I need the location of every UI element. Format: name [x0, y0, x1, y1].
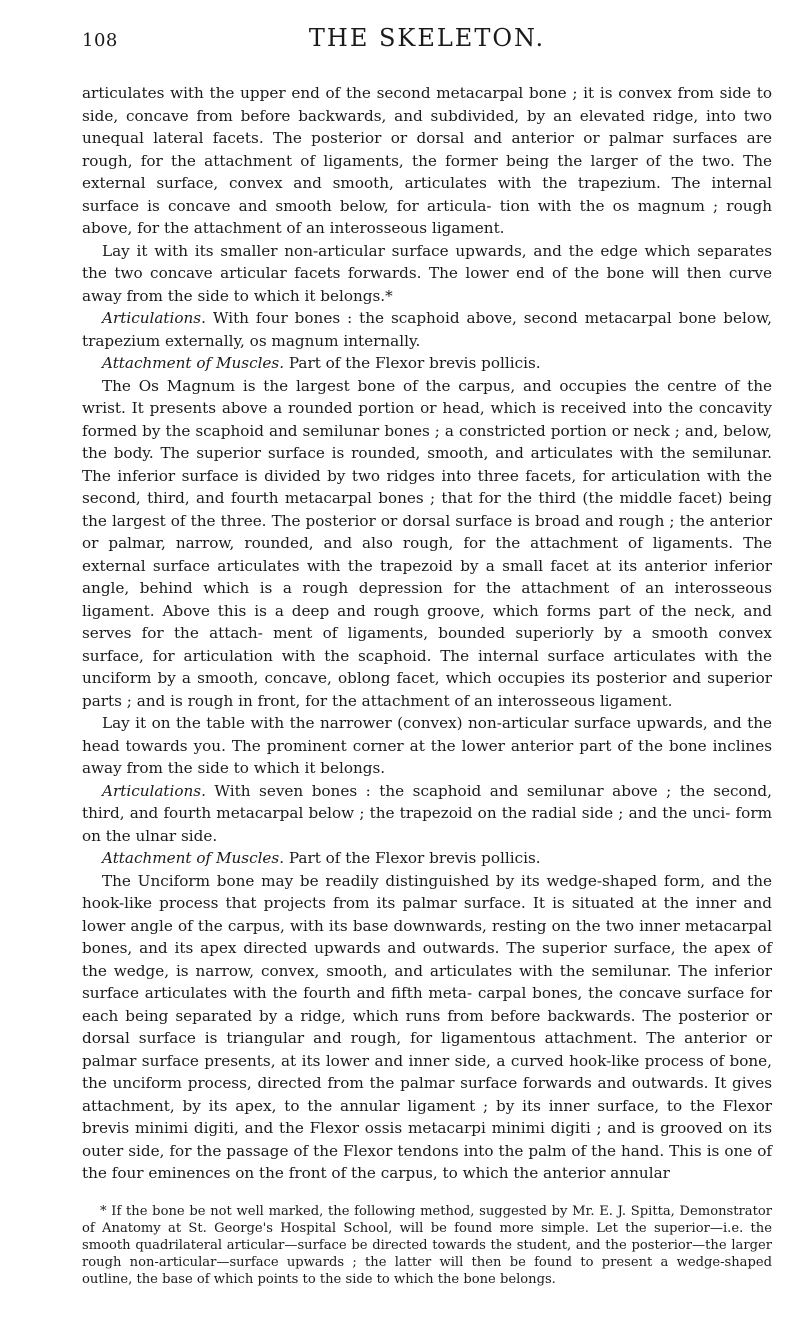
paragraph — [82, 712, 772, 780]
paragraph — [82, 780, 772, 848]
paragraph-text: Lay it on the table with the narrower (convex) non-articular surface upwards, and the head towards you. The prominent corner at the lower anterior part of the bone inclines away from the side to which it belongs. — [82, 714, 772, 777]
paragraph-lead: Attachment of Muscles. — [102, 849, 285, 867]
paragraph — [82, 375, 772, 713]
paragraph-text: With seven bones : the scaphoid and semilunar above ; the second, third, and fourth metacarpal below ; the trapezoid on the radial side ; and the unci- form on the ulnar side. — [82, 781, 772, 845]
paragraph-text: The Os Magnum is the largest bone of the carpus, and occupies the centre of the wrist. It presents above a rounded portion or head, which is received into the concavity formed by the scaphoid and semilunar bones ; a constricted portion or neck ; and, below, the body. The superior surface is rounded, smooth, and articulates with the semilunar. The inferior surface is divided by two ridges into three facets, for articulation with the second, third, and fourth metacarpal bones ; that for the third (the middle facet) being the largest of the three. The posterior or dorsal surface is broad and rough ; the anterior or palmar, narrow, rounded, and also rough, for the attachment of ligaments. The external surface articulates with the trapezoid by a small facet at its anterior inferior angle, behind which is a rough depression for the attachment of an interosseous ligament. Above this is a deep and rough groove, which forms part of the neck, and serves for the attach- ment of ligaments, bounded superiorly by a smooth convex surface, for articulation with the scaphoid. The internal surface articulates with the unciform by a smooth, concave, oblong facet, which occupies its posterior and superior parts ; and is rough in front, for the attachment of an interosseous ligament. — [82, 376, 772, 710]
paragraph-lead: Articulations. — [102, 781, 206, 800]
paragraph-text: With four bones : the scaphoid above, second metacarpal bone below, trapezium externally, os magnum internally. — [82, 309, 772, 350]
page-number: 108 — [82, 30, 118, 51]
book-page — [82, 24, 772, 1288]
paragraph — [82, 870, 772, 1185]
body-text — [82, 82, 772, 1185]
paragraph — [82, 240, 772, 308]
paragraph-text: The Unciform bone may be readily distinguished by its wedge-shaped form, and the hook-like process that projects from its palmar surface. It is situated at the inner and lower angle of the carpus, with its base downwards, resting on the two inner metacarpal bones, and its apex directed upwards and outwards. The superior surface, the apex of the wedge, is narrow, convex, smooth, and articulates with the semilunar. The inferior surface articulates with the fourth and fifth meta- carpal bones, the concave surface for each being separated by a ridge, which runs from before backwards. The posterior or dorsal surface is triangular and rough, for ligamentous attachment. The anterior or palmar surface presents, at its lower and inner side, a curved hook-like process of bone, the unciform process, directed from the palmar surface forwards and outwards. It gives attachment, by its apex, to the annular ligament ; by its inner surface, to the Flexor brevis minimi digiti, and the Flexor ossis metacarpi minimi digiti ; and is grooved on its outer side, for the passage of the Flexor tendons into the palm of the hand. This is one of the four eminences on the front of the carpus, to which the anterior annular — [82, 871, 772, 1182]
footnote: * If the bone be not well marked, the following method, suggested by Mr. E. J. Spitta, Demonstrator of Anatomy at St. George's Hospital School, will be found more simple. Let the superior—i.e. the smooth quadrilateral articular—surface be directed towards the student, and the posterior—the larger rough non-articular—surface upwards ; the latter will then be found to present a wedge-shaped outline, the base of which points to the side to which the bone belongs. — [82, 1203, 772, 1287]
running-title: THE SKELETON. — [308, 24, 546, 52]
paragraph-text: Part of the Flexor brevis pollicis. — [284, 354, 541, 372]
paragraph — [82, 847, 772, 870]
paragraph — [82, 307, 772, 352]
paragraph — [82, 352, 772, 375]
paragraph-text: Lay it with its smaller non-articular surface upwards, and the edge which separates the two concave articular facets forwards. The lower end of the bone will then curve away from the side to which it belongs.* — [82, 241, 772, 305]
paragraph-lead: Articulations. — [102, 309, 206, 327]
paragraph-lead: Attachment of Muscles. — [102, 354, 285, 372]
paragraph-text: Part of the Flexor brevis pollicis. — [284, 849, 541, 867]
running-head — [82, 24, 772, 60]
paragraph — [82, 82, 772, 240]
paragraph-text: articulates with the upper end of the second metacarpal bone ; it is convex from side to side, concave from before backwards, and subdivided, by an elevated ridge, into two unequal lateral facets. The posterior or dorsal and anterior or palmar surfaces are rough, for the attachment of ligaments, the former being the larger of the two. The external surface, convex and smooth, articulates with the trapezium. The internal surface is concave and smooth below, for articula- tion with the os magnum ; rough above, for the attachment of an interosseous ligament. — [82, 84, 772, 237]
